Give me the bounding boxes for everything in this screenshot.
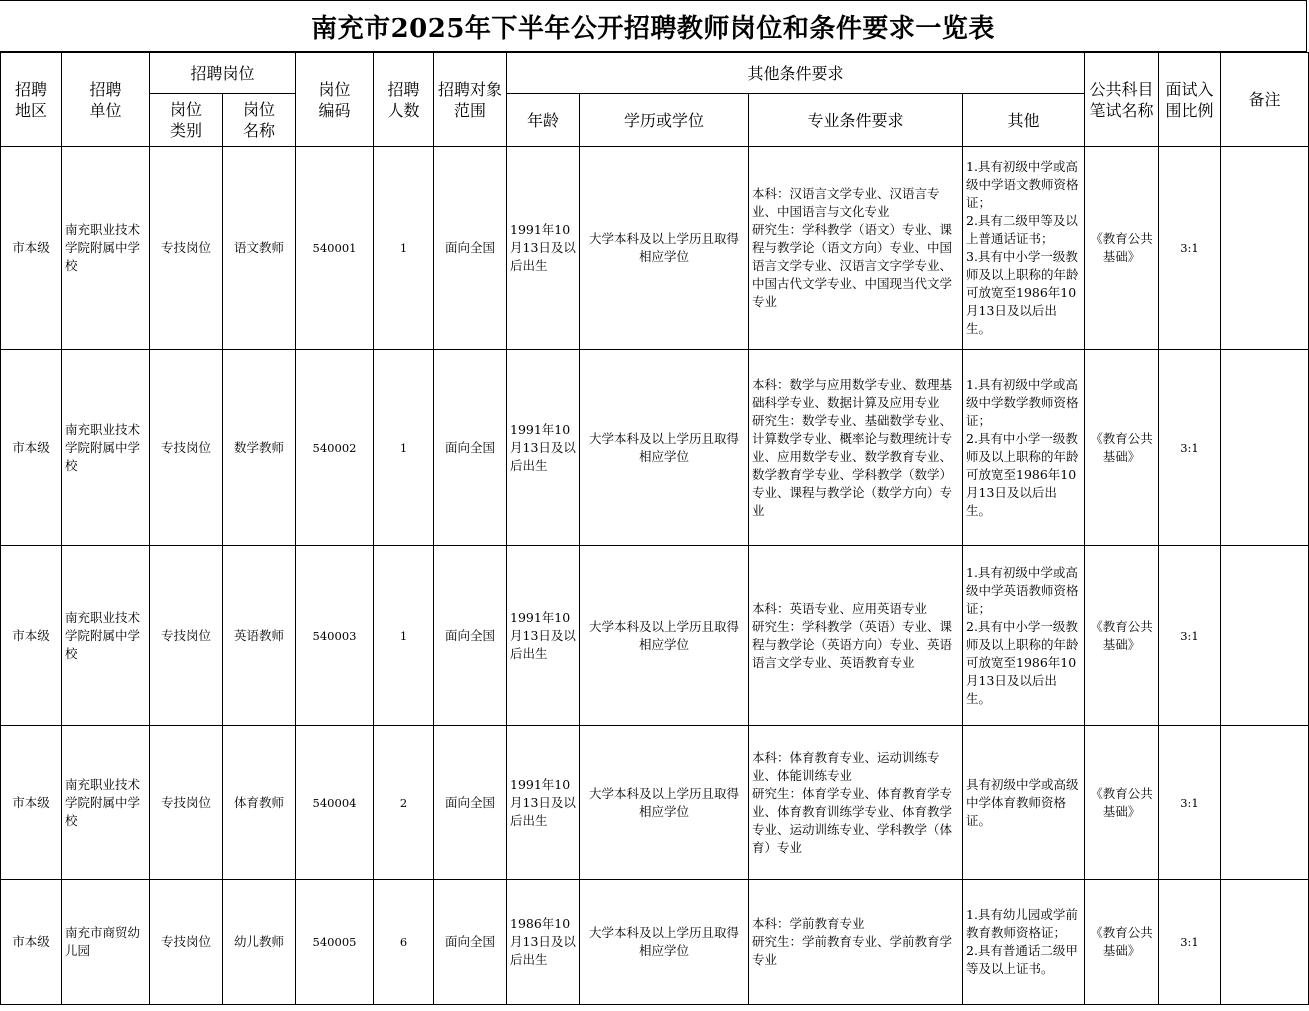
cell-age: 1991年10月13日及以后出生 [507, 350, 580, 546]
cell-major: 本科：英语专业、应用英语专业 研究生：学科教学（英语）专业、课程与教学论（英语方向）专业、英语语言文学专业、英语教育专业 [749, 546, 963, 726]
header-post-group: 招聘岗位 [150, 53, 296, 94]
cell-exam: 《教育公共基础》 [1085, 880, 1159, 1005]
cell-post-name: 幼儿教师 [223, 880, 296, 1005]
cell-exam: 《教育公共基础》 [1085, 350, 1159, 546]
cell-remark [1221, 546, 1309, 726]
header-other-group: 其他条件要求 [507, 53, 1085, 94]
cell-post-code: 540005 [296, 880, 374, 1005]
cell-unit: 南充职业技术学院附属中学校 [62, 350, 150, 546]
cell-unit: 南充市商贸幼儿园 [62, 880, 150, 1005]
cell-age: 1991年10月13日及以后出生 [507, 726, 580, 880]
cell-count: 6 [374, 880, 434, 1005]
table-row [1, 350, 1309, 546]
cell-post-name: 英语教师 [223, 546, 296, 726]
header-region: 招聘 地区 [1, 53, 62, 147]
cell-count: 1 [374, 147, 434, 350]
cell-post-type: 专技岗位 [150, 726, 223, 880]
cell-other: 1.具有初级中学或高级中学数学教师资格证； 2.具有中小学一级教师及以上职称的年龄可放宽至1986年10月13日及以后出生。 [963, 350, 1085, 546]
header-other: 其他 [963, 94, 1085, 147]
cell-major: 本科：数学与应用数学专业、数理基础科学专业、数据计算及应用专业 研究生：数学专业、基础数学专业、计算数学专业、概率论与数理统计专业、应用数学专业、数学教育专业、数学教育学专业、学科教学（数学）专业、课程与教学论（数学方向）专业 [749, 350, 963, 546]
cell-post-code: 540004 [296, 726, 374, 880]
cell-scope: 面向全国 [434, 147, 507, 350]
cell-age: 1986年10月13日及以后出生 [507, 880, 580, 1005]
cell-ratio: 3:1 [1159, 546, 1221, 726]
header-post-name: 岗位 名称 [223, 94, 296, 147]
cell-remark [1221, 726, 1309, 880]
cell-remark [1221, 147, 1309, 350]
cell-scope: 面向全国 [434, 880, 507, 1005]
cell-scope: 面向全国 [434, 726, 507, 880]
header-age: 年龄 [507, 94, 580, 147]
cell-ratio: 3:1 [1159, 880, 1221, 1005]
cell-remark [1221, 350, 1309, 546]
cell-education: 大学本科及以上学历且取得相应学位 [580, 350, 749, 546]
cell-post-name: 数学教师 [223, 350, 296, 546]
recruitment-table [0, 52, 1309, 1005]
cell-ratio: 3:1 [1159, 147, 1221, 350]
header-post-code: 岗位 编码 [296, 53, 374, 147]
cell-remark [1221, 880, 1309, 1005]
cell-unit: 南充职业技术学院附属中学校 [62, 546, 150, 726]
cell-region: 市本级 [1, 546, 62, 726]
header-ratio: 面试入 围比例 [1159, 53, 1221, 147]
cell-other: 1.具有初级中学或高级中学语文教师资格证； 2.具有二级甲等及以上普通话证书； 3.具有中小学一级教师及以上职称的年龄可放宽至1986年10月13日及以后出生。 [963, 147, 1085, 350]
cell-post-type: 专技岗位 [150, 350, 223, 546]
header-unit: 招聘 单位 [62, 53, 150, 147]
cell-exam: 《教育公共基础》 [1085, 546, 1159, 726]
header-education: 学历或学位 [580, 94, 749, 147]
cell-other: 1.具有初级中学或高级中学英语教师资格证； 2.具有中小学一级教师及以上职称的年龄可放宽至1986年10月13日及以后出生。 [963, 546, 1085, 726]
cell-education: 大学本科及以上学历且取得相应学位 [580, 147, 749, 350]
cell-other: 具有初级中学或高级中学体育教师资格证。 [963, 726, 1085, 880]
header-remark: 备注 [1221, 53, 1309, 147]
header-post-type: 岗位 类别 [150, 94, 223, 147]
cell-age: 1991年10月13日及以后出生 [507, 147, 580, 350]
cell-ratio: 3:1 [1159, 350, 1221, 546]
header-count: 招聘 人数 [374, 53, 434, 147]
cell-post-name: 语文教师 [223, 147, 296, 350]
cell-education: 大学本科及以上学历且取得相应学位 [580, 880, 749, 1005]
cell-region: 市本级 [1, 350, 62, 546]
cell-post-type: 专技岗位 [150, 880, 223, 1005]
header-exam: 公共科目 笔试名称 [1085, 53, 1159, 147]
cell-exam: 《教育公共基础》 [1085, 726, 1159, 880]
cell-unit: 南充职业技术学院附属中学校 [62, 147, 150, 350]
cell-post-type: 专技岗位 [150, 546, 223, 726]
cell-region: 市本级 [1, 880, 62, 1005]
cell-post-type: 专技岗位 [150, 147, 223, 350]
cell-education: 大学本科及以上学历且取得相应学位 [580, 726, 749, 880]
cell-exam: 《教育公共基础》 [1085, 147, 1159, 350]
table-row [1, 147, 1309, 350]
cell-post-code: 540002 [296, 350, 374, 546]
cell-major: 本科：学前教育专业 研究生：学前教育专业、学前教育学专业 [749, 880, 963, 1005]
cell-unit: 南充职业技术学院附属中学校 [62, 726, 150, 880]
cell-count: 1 [374, 546, 434, 726]
cell-age: 1991年10月13日及以后出生 [507, 546, 580, 726]
cell-ratio: 3:1 [1159, 726, 1221, 880]
cell-post-code: 540003 [296, 546, 374, 726]
header-scope: 招聘对象 范围 [434, 53, 507, 147]
table-row [1, 880, 1309, 1005]
cell-post-name: 体育教师 [223, 726, 296, 880]
table-row [1, 546, 1309, 726]
cell-region: 市本级 [1, 147, 62, 350]
cell-count: 2 [374, 726, 434, 880]
page-title: 南充市2025年下半年公开招聘教师岗位和条件要求一览表 [0, 0, 1307, 52]
cell-major: 本科：体育教育专业、运动训练专业、体能训练专业 研究生：体育学专业、体育教育学专业、体育教育训练学专业、体育教学专业、运动训练专业、学科教学（体育）专业 [749, 726, 963, 880]
header-major: 专业条件要求 [749, 94, 963, 147]
cell-scope: 面向全国 [434, 546, 507, 726]
cell-post-code: 540001 [296, 147, 374, 350]
cell-region: 市本级 [1, 726, 62, 880]
cell-count: 1 [374, 350, 434, 546]
cell-scope: 面向全国 [434, 350, 507, 546]
cell-major: 本科：汉语言文学专业、汉语言专业、中国语言与文化专业 研究生：学科教学（语文）专业、课程与教学论（语文方向）专业、中国语言文学专业、汉语言文字学专业、中国古代文学专业、中国现当代文学专业 [749, 147, 963, 350]
cell-education: 大学本科及以上学历且取得相应学位 [580, 546, 749, 726]
cell-other: 1.具有幼儿园或学前教育教师资格证； 2.具有普通话二级甲等及以上证书。 [963, 880, 1085, 1005]
table-row [1, 726, 1309, 880]
